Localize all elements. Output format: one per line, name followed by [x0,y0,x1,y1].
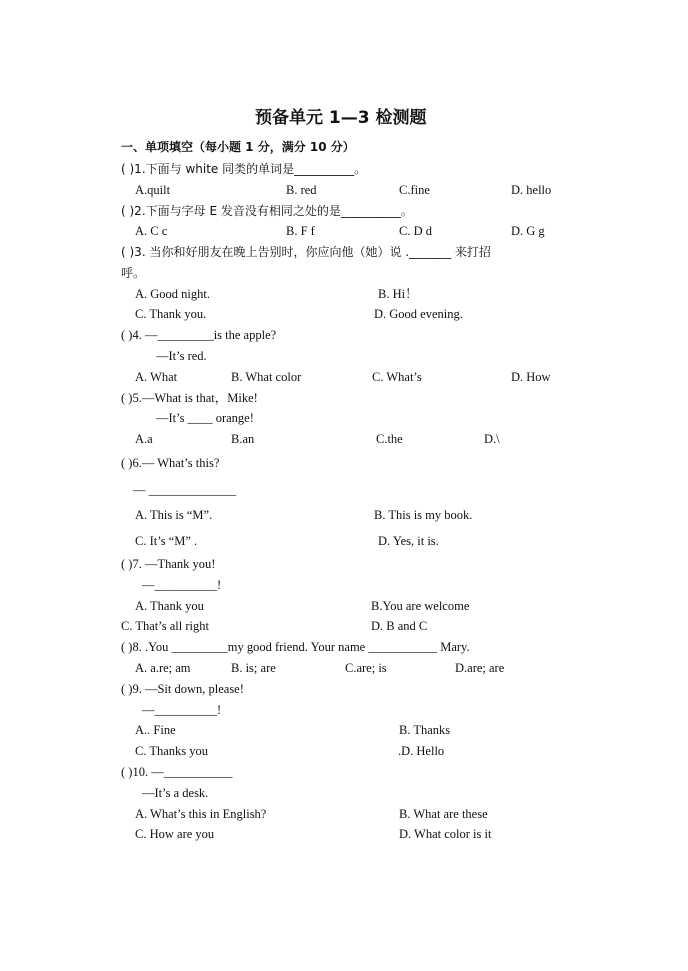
question-1: ( )1.下面与 white 同类的单词是__________。 [121,162,367,176]
q10-dialogue: —It’s a desk. [142,786,209,800]
q6-option-c: C. It’s “M” . [135,534,198,548]
q6-dialogue: — ______________ [133,483,237,497]
q1-option-a: A.quilt [135,183,171,197]
q8-option-a: A. a.re; am [135,661,191,675]
q1-option-d: D. hello [511,183,552,197]
q7-option-d: D. B and C [371,619,428,633]
q8-option-c: C.are; is [345,661,387,675]
question-10: ( )10. —___________ [121,765,233,779]
q1-option-c: C.fine [399,183,430,197]
q9-option-d: .D. Hello [398,744,445,758]
question-3: ( )3. 当你和好朋友在晚上告别时，你应向他（她）说 ._______ 来打招 [121,245,491,259]
q2-option-c: C. D d [399,224,432,238]
q2-option-d: D. G g [511,224,545,238]
q1-option-b: B. red [286,183,317,197]
q3-option-d: D. Good evening. [374,307,463,321]
q5-option-c: C.the [376,432,403,446]
q7-option-b: B.You are welcome [371,599,470,613]
q9-option-b: B. Thanks [399,723,451,737]
page-title: 预备单元 1—3 检测题 [255,108,427,128]
q10-option-d: D. What color is it [399,827,492,841]
question-2: ( )2.下面与字母 E 发音没有相同之处的是__________。 [121,204,413,218]
q2-option-b: B. F f [286,224,315,238]
q4-option-a: A. What [135,370,178,384]
q3-option-c: C. Thank you. [135,307,207,321]
q8-option-d: D.are; are [455,661,505,675]
q5-option-a: A.a [135,432,153,446]
question-5: ( )5.—What is that，Mike! [121,391,258,405]
q2-option-a: A. C c [135,224,168,238]
q5-dialogue: —It’s ____ orange! [156,411,254,425]
q6-option-a: A. This is “M”. [135,508,213,522]
question-3-continued: 呼。 [121,266,146,280]
q9-option-a: A.. Fine [135,723,176,737]
question-8: ( )8. .You _________my good friend. Your name ___________ Mary. [121,640,470,654]
q7-option-c: C. That’s all right [121,619,209,633]
q10-option-a: A. What’s this in English? [135,807,267,821]
q7-dialogue: —__________! [142,578,222,592]
question-6: ( )6.— What’s this? [121,456,220,470]
question-4: ( )4. —_________is the apple? [121,328,277,342]
question-7: ( )7. —Thank you! [121,557,216,571]
q7-option-a: A. Thank you [135,599,204,613]
q4-dialogue: —It’s red. [156,349,207,363]
q9-option-c: C. Thanks you [135,744,209,758]
question-9: ( )9. —Sit down, please! [121,682,244,696]
q10-option-c: C. How are you [135,827,215,841]
q8-option-b: B. is; are [231,661,276,675]
q6-option-b: B. This is my book. [374,508,473,522]
q3-option-a: A. Good night. [135,287,210,301]
section-heading: 一、单项填空（每小题 1 分，满分 10 分） [121,140,355,154]
q9-dialogue: —__________! [142,703,222,717]
q4-option-b: B. What color [231,370,302,384]
q3-option-b: B. Hi！ [378,287,418,301]
q5-option-d: D.\ [484,432,500,446]
q5-option-b: B.an [231,432,255,446]
q10-option-b: B. What are these [399,807,488,821]
q4-option-d: D. How [511,370,551,384]
q6-option-d: D. Yes, it is. [378,534,439,548]
q4-option-c: C. What’s [372,370,422,384]
